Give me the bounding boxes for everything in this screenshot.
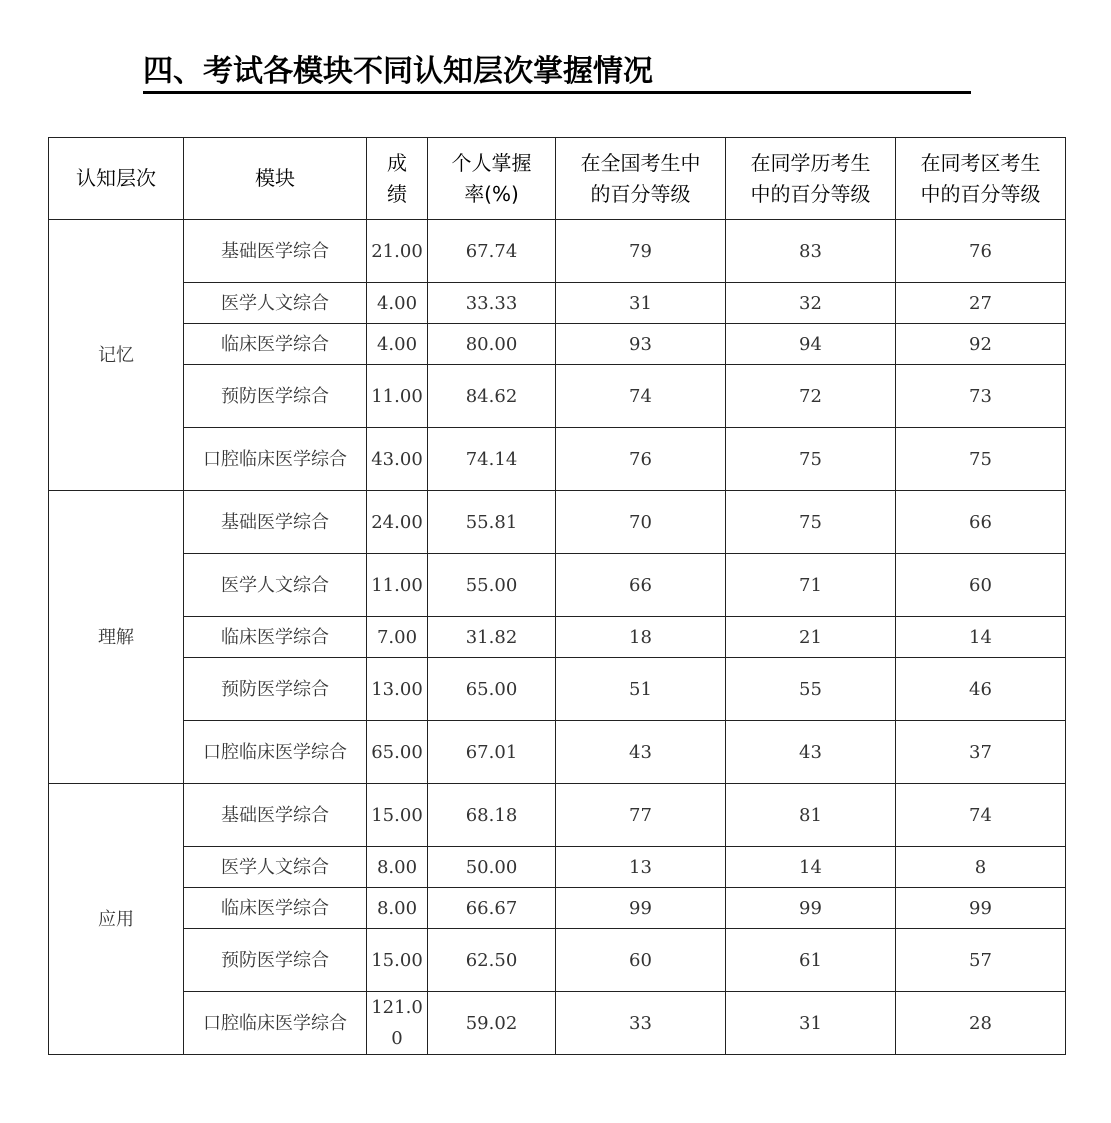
score-cell: 24.00 (367, 491, 428, 554)
score-cell: 121.00 (367, 992, 428, 1055)
rate-cell: 59.02 (428, 992, 556, 1055)
same-degree-cell: 83 (726, 220, 896, 283)
same-region-cell: 60 (896, 554, 1066, 617)
cognitive-level-table (48, 137, 1066, 1055)
rate-cell: 55.00 (428, 554, 556, 617)
rate-cell: 55.81 (428, 491, 556, 554)
same-degree-cell: 72 (726, 365, 896, 428)
rate-cell: 80.00 (428, 324, 556, 365)
national-cell: 18 (556, 617, 726, 658)
same-region-cell: 46 (896, 658, 1066, 721)
table-row (49, 554, 1066, 617)
score-cell: 15.00 (367, 784, 428, 847)
rate-cell: 31.82 (428, 617, 556, 658)
score-cell: 4.00 (367, 283, 428, 324)
header-module: 模块 (184, 138, 367, 220)
same-degree-cell: 32 (726, 283, 896, 324)
national-cell: 33 (556, 992, 726, 1055)
table-row (49, 365, 1066, 428)
table-row (49, 220, 1066, 283)
module-cell: 医学人文综合 (184, 847, 367, 888)
header-score: 成绩 (367, 138, 428, 220)
same-degree-cell: 55 (726, 658, 896, 721)
table-row (49, 658, 1066, 721)
same-degree-cell: 43 (726, 721, 896, 784)
national-cell: 76 (556, 428, 726, 491)
module-cell: 基础医学综合 (184, 491, 367, 554)
table-row (49, 491, 1066, 554)
same-region-cell: 8 (896, 847, 1066, 888)
module-cell: 基础医学综合 (184, 784, 367, 847)
same-degree-cell: 31 (726, 992, 896, 1055)
module-cell: 临床医学综合 (184, 617, 367, 658)
national-cell: 31 (556, 283, 726, 324)
same-region-cell: 66 (896, 491, 1066, 554)
same-degree-cell: 61 (726, 929, 896, 992)
score-cell: 11.00 (367, 365, 428, 428)
national-cell: 60 (556, 929, 726, 992)
table-row (49, 428, 1066, 491)
table-row (49, 784, 1066, 847)
module-cell: 预防医学综合 (184, 929, 367, 992)
rate-cell: 84.62 (428, 365, 556, 428)
table-row (49, 847, 1066, 888)
national-cell: 70 (556, 491, 726, 554)
national-cell: 99 (556, 888, 726, 929)
same-region-cell: 76 (896, 220, 1066, 283)
module-cell: 口腔临床医学综合 (184, 428, 367, 491)
national-cell: 66 (556, 554, 726, 617)
module-cell: 临床医学综合 (184, 324, 367, 365)
rate-cell: 67.01 (428, 721, 556, 784)
level-cell: 记忆 (49, 220, 184, 491)
same-region-cell: 57 (896, 929, 1066, 992)
section-title: 四、考试各模块不同认知层次掌握情况 (143, 54, 971, 94)
national-cell: 74 (556, 365, 726, 428)
score-cell: 21.00 (367, 220, 428, 283)
score-cell: 65.00 (367, 721, 428, 784)
rate-cell: 50.00 (428, 847, 556, 888)
module-cell: 医学人文综合 (184, 554, 367, 617)
header-national-percentile: 在全国考生中的百分等级 (556, 138, 726, 220)
rate-cell: 62.50 (428, 929, 556, 992)
score-cell: 15.00 (367, 929, 428, 992)
module-cell: 口腔临床医学综合 (184, 721, 367, 784)
module-cell: 预防医学综合 (184, 365, 367, 428)
same-degree-cell: 99 (726, 888, 896, 929)
national-cell: 93 (556, 324, 726, 365)
national-cell: 77 (556, 784, 726, 847)
header-rate: 个人掌握率(%) (428, 138, 556, 220)
table-row (49, 888, 1066, 929)
same-degree-cell: 75 (726, 491, 896, 554)
national-cell: 13 (556, 847, 726, 888)
level-cell: 应用 (49, 784, 184, 1055)
same-region-cell: 92 (896, 324, 1066, 365)
level-cell: 理解 (49, 491, 184, 784)
same-degree-cell: 75 (726, 428, 896, 491)
table-row (49, 324, 1066, 365)
header-same-region-percentile: 在同考区考生中的百分等级 (896, 138, 1066, 220)
table-row (49, 929, 1066, 992)
same-region-cell: 37 (896, 721, 1066, 784)
rate-cell: 68.18 (428, 784, 556, 847)
module-cell: 基础医学综合 (184, 220, 367, 283)
rate-cell: 67.74 (428, 220, 556, 283)
module-cell: 临床医学综合 (184, 888, 367, 929)
same-region-cell: 74 (896, 784, 1066, 847)
same-degree-cell: 14 (726, 847, 896, 888)
rate-cell: 65.00 (428, 658, 556, 721)
score-cell: 43.00 (367, 428, 428, 491)
same-degree-cell: 81 (726, 784, 896, 847)
score-cell: 8.00 (367, 847, 428, 888)
national-cell: 79 (556, 220, 726, 283)
national-cell: 43 (556, 721, 726, 784)
score-cell: 11.00 (367, 554, 428, 617)
rate-cell: 74.14 (428, 428, 556, 491)
same-degree-cell: 71 (726, 554, 896, 617)
score-cell: 8.00 (367, 888, 428, 929)
score-cell: 4.00 (367, 324, 428, 365)
same-region-cell: 73 (896, 365, 1066, 428)
score-cell: 7.00 (367, 617, 428, 658)
national-cell: 51 (556, 658, 726, 721)
module-cell: 医学人文综合 (184, 283, 367, 324)
table-row (49, 721, 1066, 784)
same-region-cell: 99 (896, 888, 1066, 929)
same-region-cell: 75 (896, 428, 1066, 491)
same-region-cell: 28 (896, 992, 1066, 1055)
same-region-cell: 14 (896, 617, 1066, 658)
same-degree-cell: 21 (726, 617, 896, 658)
header-same-degree-percentile: 在同学历考生中的百分等级 (726, 138, 896, 220)
header-row (49, 138, 1066, 220)
module-cell: 预防医学综合 (184, 658, 367, 721)
table-row (49, 617, 1066, 658)
same-degree-cell: 94 (726, 324, 896, 365)
module-cell: 口腔临床医学综合 (184, 992, 367, 1055)
table-row (49, 283, 1066, 324)
rate-cell: 66.67 (428, 888, 556, 929)
table-row (49, 992, 1066, 1055)
score-cell: 13.00 (367, 658, 428, 721)
header-level: 认知层次 (49, 138, 184, 220)
same-region-cell: 27 (896, 283, 1066, 324)
rate-cell: 33.33 (428, 283, 556, 324)
